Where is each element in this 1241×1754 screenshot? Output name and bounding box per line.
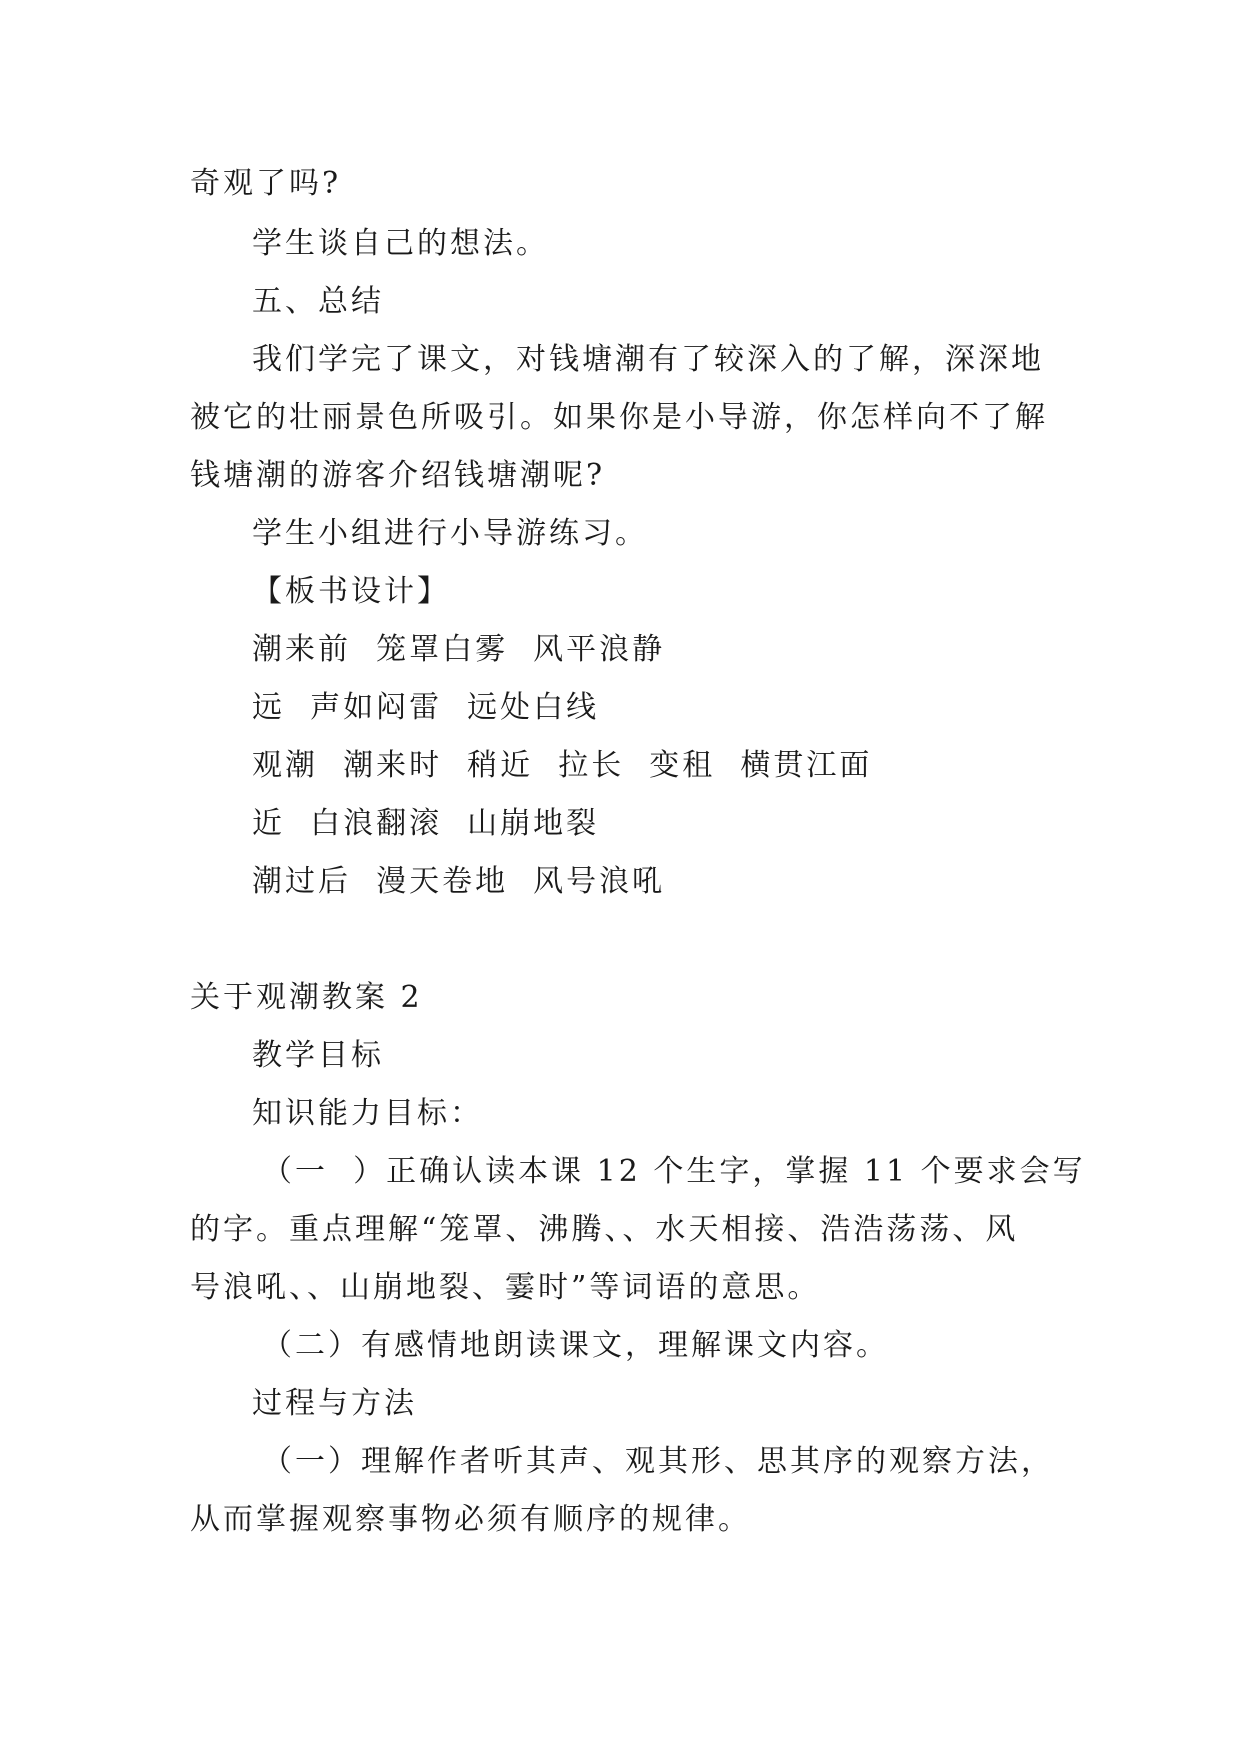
text-line: 奇观了吗? xyxy=(190,166,342,201)
text-line: 我们学完了课文，对钱塘潮有了较深入的了解，深深地 xyxy=(252,342,1044,377)
board-design-heading: 【板书设计】 xyxy=(252,574,450,609)
text-line: （一）理解作者听其声、观其形、思其序的观察方法， xyxy=(262,1444,1054,1479)
text-line: 从而掌握观察事物必须有顺序的规律。 xyxy=(190,1502,751,1537)
text-line: 钱塘潮的游客介绍钱塘潮呢? xyxy=(190,458,606,493)
text-line: （一 ）正确认读本课 12 个生字，掌握 11 个要求会写 xyxy=(262,1154,1086,1189)
document-title: 关于观潮教案 2 xyxy=(190,980,423,1015)
text-line: （二）有感情地朗读课文，理解课文内容。 xyxy=(262,1328,889,1363)
text-line: 学生小组进行小导游练习。 xyxy=(252,516,648,551)
section-heading: 五、总结 xyxy=(252,284,384,319)
text-line: 号浪吼、、山崩地裂、霎时”等词语的意思。 xyxy=(190,1270,821,1305)
board-design-line: 潮过后 漫天卷地 风号浪吼 xyxy=(252,864,666,899)
text-line: 被它的壮丽景色所吸引。如果你是小导游，你怎样向不了解 xyxy=(190,400,1048,435)
board-design-line: 观潮 潮来时 稍近 拉长 变租 横贯江面 xyxy=(252,748,873,783)
board-design-line: 远 声如闷雷 远处白线 xyxy=(252,690,600,725)
board-design-line: 潮来前 笼罩白雾 风平浪静 xyxy=(252,632,666,667)
text-line: 的字。重点理解“笼罩、沸腾、、水天相接、浩浩荡荡、风 xyxy=(190,1212,1019,1247)
subsection-heading: 过程与方法 xyxy=(252,1386,417,1421)
board-design-line: 近 白浪翻滚 山崩地裂 xyxy=(252,806,600,841)
text-line: 学生谈自己的想法。 xyxy=(252,226,549,261)
section-heading: 教学目标 xyxy=(252,1038,384,1073)
subsection-heading: 知识能力目标： xyxy=(252,1096,483,1131)
